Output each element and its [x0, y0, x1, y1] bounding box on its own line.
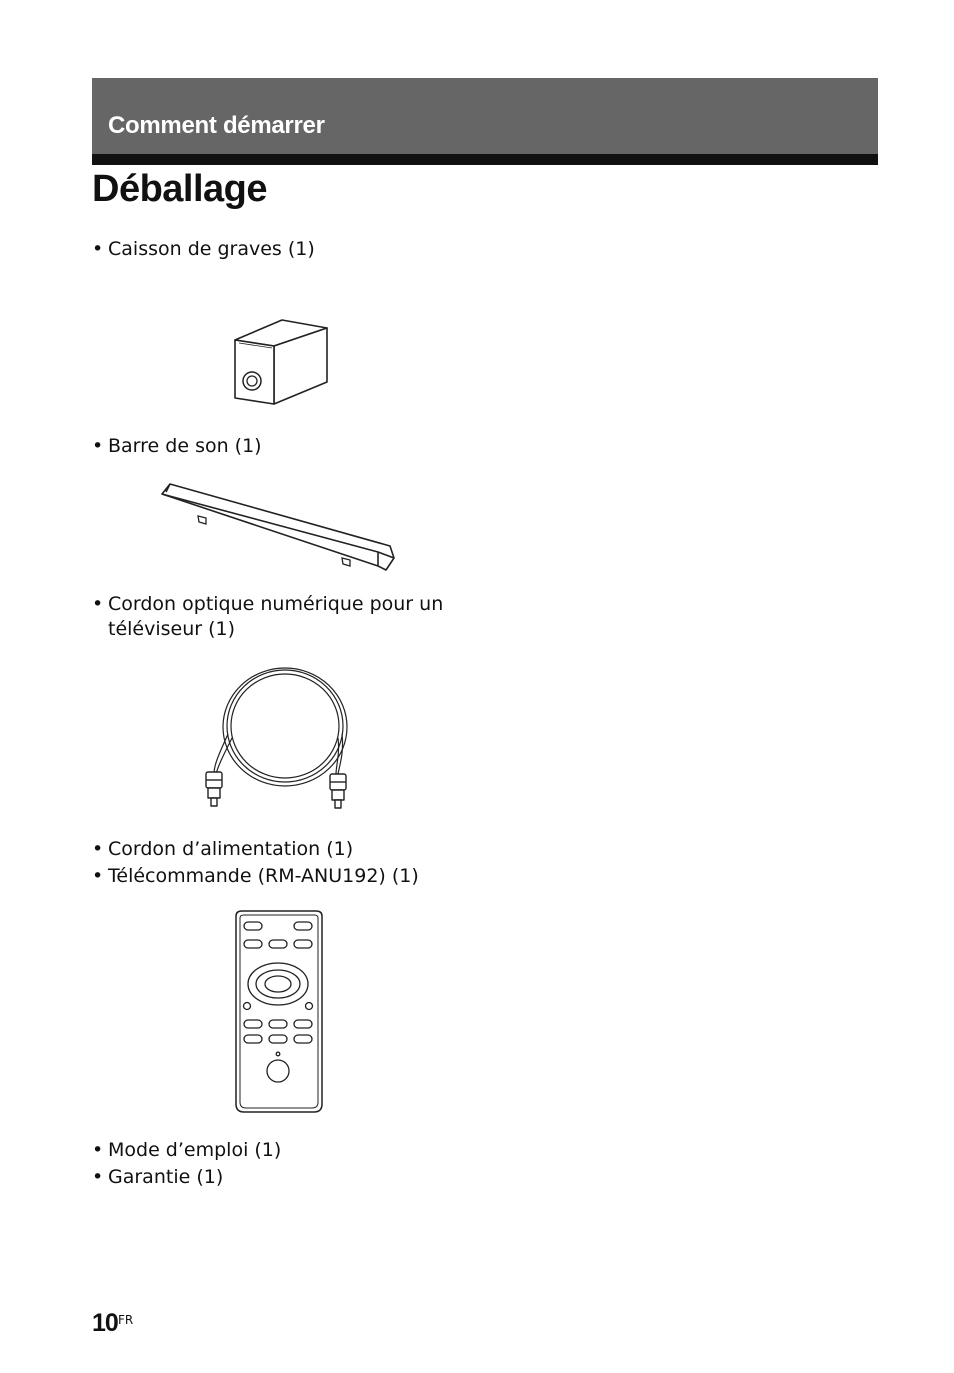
item-label: Cordon optique numérique pour un téléviseur (1) [108, 593, 444, 640]
section-title: Comment démarrer [108, 112, 325, 139]
list-item-optical-cable [92, 592, 480, 642]
list-item-subwoofer [92, 237, 315, 262]
item-label: Caisson de graves (1) [108, 238, 315, 260]
item-label: Garantie (1) [108, 1166, 224, 1188]
page-language: FR [118, 1313, 134, 1327]
remote-control-illustration [232, 908, 326, 1116]
list-item-power-cord [92, 837, 353, 862]
item-label: Barre de son (1) [108, 435, 262, 457]
bullet: • [92, 435, 104, 457]
page-title: Déballage [92, 168, 268, 210]
bullet: • [92, 865, 104, 887]
item-label: Télécommande (RM-ANU192) (1) [108, 865, 419, 887]
bullet: • [92, 593, 104, 615]
subwoofer-illustration [228, 316, 334, 410]
list-item-warranty [92, 1165, 223, 1190]
item-label: Cordon d’alimentation (1) [108, 838, 354, 860]
soundbar-illustration [156, 478, 400, 574]
item-label: Mode d’emploi (1) [108, 1139, 282, 1161]
list-item-soundbar [92, 434, 262, 459]
bullet: • [92, 1139, 104, 1161]
bullet: • [92, 238, 104, 260]
optical-cable-illustration [190, 664, 362, 812]
bullet: • [92, 838, 104, 860]
list-item-remote [92, 864, 419, 889]
list-item-manual [92, 1138, 281, 1163]
section-banner-rule [92, 154, 878, 165]
bullet: • [92, 1166, 104, 1188]
page-number: 10 [92, 1309, 118, 1337]
